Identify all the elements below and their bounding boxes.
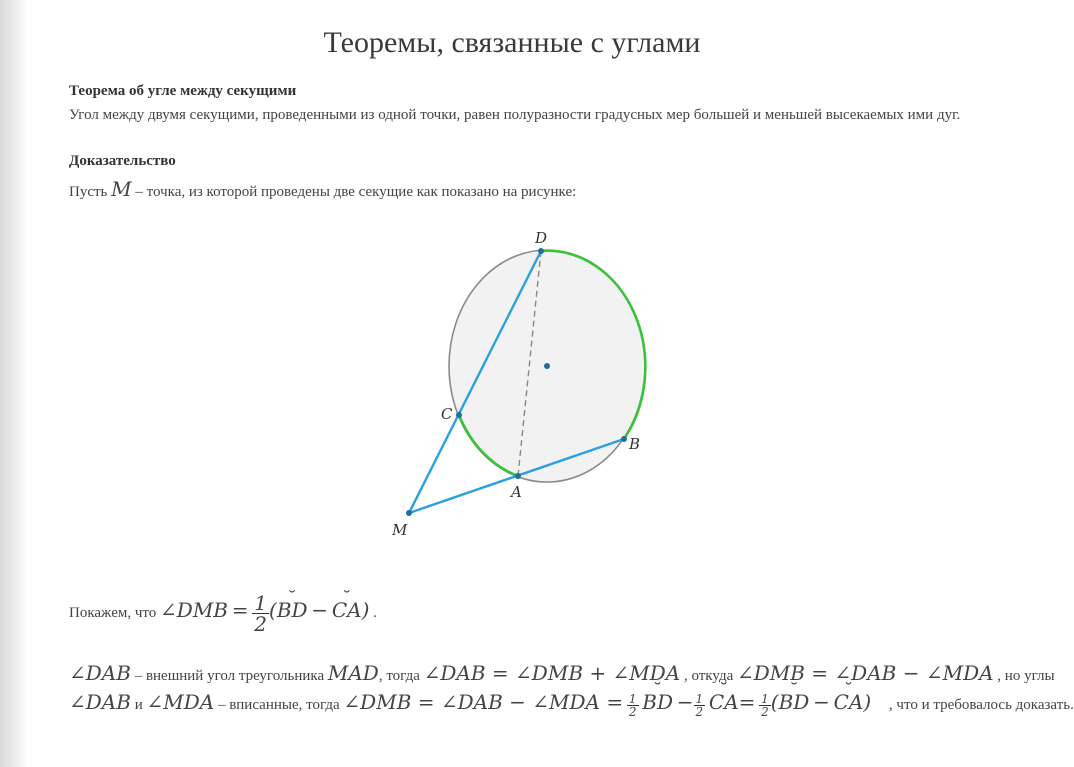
show-minus: − [311, 597, 329, 622]
text-external-angle: – внешний угол треугольника [134, 668, 325, 684]
label-a: A [511, 483, 522, 501]
show-angle: ∠DMB [160, 597, 228, 622]
half-fraction-2-num: 1 [695, 692, 704, 707]
conclusion-line-2 [69, 690, 1074, 718]
proof-intro-text-2: – точка, из которой проведены две секущие как показано на рисунке: [135, 184, 577, 200]
equation-dmb-diff: ∠DMB = ∠DAB − ∠MDA [736, 661, 994, 685]
show-rparen: ) [361, 597, 370, 622]
point-d [538, 248, 544, 254]
final-lparen: ( [770, 690, 779, 714]
label-m: M [392, 521, 408, 539]
point-c [456, 412, 462, 418]
show-period: . [373, 604, 377, 621]
show-fraction-num: 1 [254, 591, 267, 615]
show-fraction [252, 593, 269, 634]
conclusion-line-1 [69, 661, 1055, 685]
theorem-statement: Угол между двумя секущими, проведенными из одной точки, равен полуразности градусных мер большей и меньшей высекаемых ими дуг. [69, 107, 961, 123]
final-arc-bd: ˘ BD [779, 690, 810, 714]
half-fraction-1 [627, 693, 639, 718]
angle-mda: ∠MDA [146, 690, 215, 714]
show-lparen: ( [269, 597, 277, 622]
half-fraction-3-num: 1 [761, 692, 769, 707]
equation-dmb-chain: ∠DMB = ∠DAB − ∠MDA = [343, 690, 624, 714]
text-inscribed: – вписанные, тогда [217, 697, 340, 713]
final-rparen: ) [863, 690, 872, 714]
label-c: C [441, 405, 453, 423]
final-arc-ca: ˘ CA [834, 690, 864, 714]
point-m [406, 510, 412, 516]
angle-dab: ∠DAB [69, 661, 131, 685]
theorem-heading: Теорема об угле между секущими [69, 83, 297, 99]
text-qed: , что и требовалось доказать. [888, 697, 1074, 713]
arc-bd-term: ˘ BD [642, 690, 673, 714]
angle-dab-2: ∠DAB [69, 690, 131, 714]
minus-sign: − [676, 690, 694, 714]
point-b [621, 436, 627, 442]
show-fraction-den: 2 [254, 612, 267, 636]
equals-sign: = [738, 690, 756, 714]
proof-intro-text-1: Пусть [69, 184, 108, 200]
half-fraction-2 [694, 693, 706, 718]
half-fraction-3 [759, 693, 771, 718]
final-minus: − [813, 690, 830, 714]
text-and: и [134, 697, 143, 713]
text-but-angles: , но углы [997, 668, 1055, 684]
half-fraction-1-den: 2 [628, 705, 637, 720]
show-text: Покажем, что [69, 604, 157, 621]
show-arc-ca: ˘ CA [332, 598, 362, 622]
half-fraction-2-den: 2 [695, 705, 704, 720]
half-fraction-1-num: 1 [628, 692, 637, 707]
triangle-mad: MAD [327, 661, 379, 685]
label-d: D [535, 229, 548, 247]
equation-dab-sum: ∠DAB = ∠DMB + ∠MDA [423, 661, 681, 685]
circle-center-point [544, 363, 550, 369]
text-then: , тогда [378, 668, 420, 684]
label-b: B [629, 435, 641, 453]
show-arc-bd: ˘ BD [277, 598, 308, 622]
show-eq: = [231, 597, 249, 622]
show-statement [69, 593, 377, 634]
point-a [515, 473, 521, 479]
point-m-variable: M [111, 177, 132, 201]
arc-ca-term: ˘ CA [709, 690, 739, 714]
text-whence: , откуда [683, 668, 734, 684]
slide-title: Теоремы, связанные с углами [323, 26, 701, 59]
proof-heading: Доказательство [69, 153, 176, 169]
half-fraction-3-den: 2 [761, 705, 769, 720]
